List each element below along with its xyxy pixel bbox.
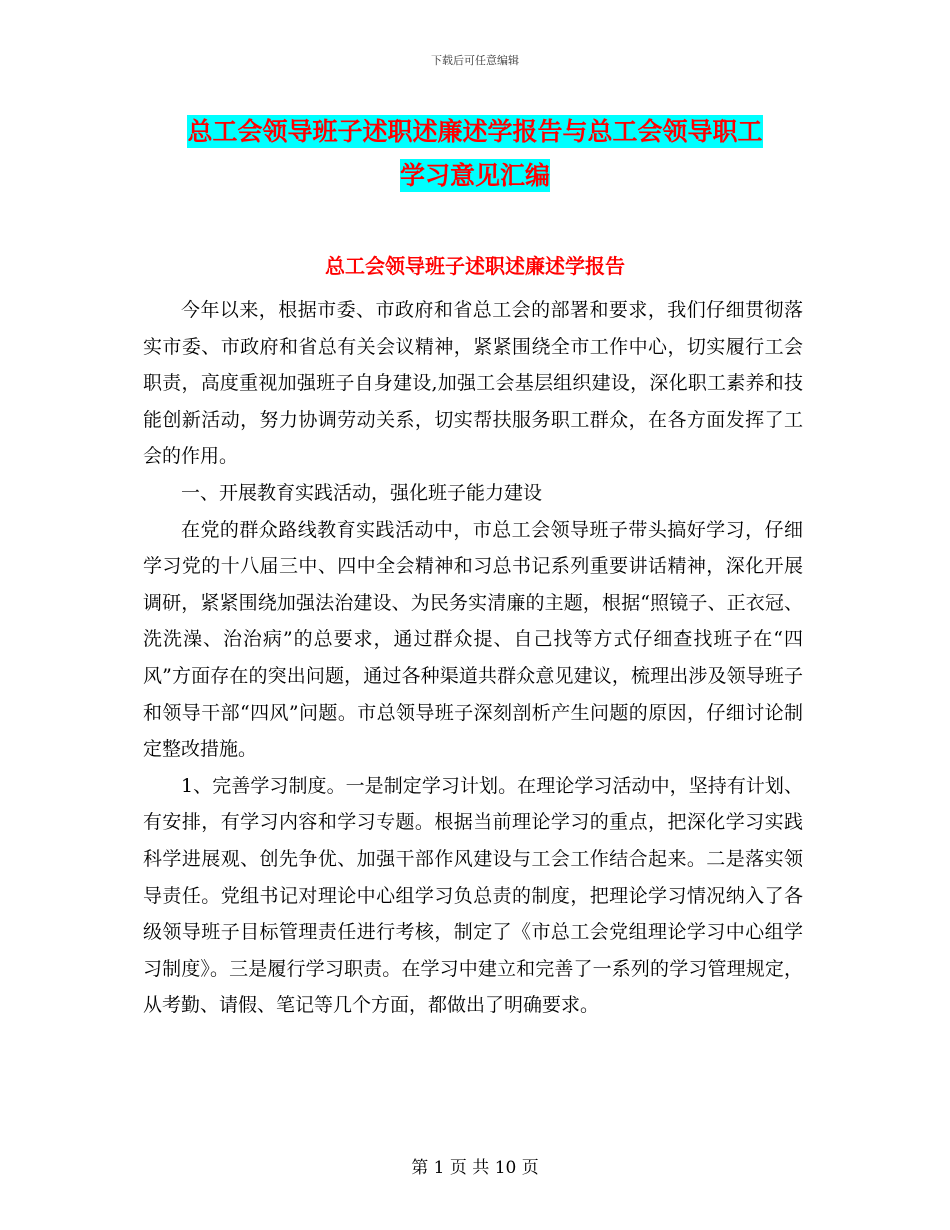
body-text <box>143 292 803 1024</box>
paragraph-practice: 在党的群众路线教育实践活动中，市总工会领导班子带头搞好学习，仔细学习党的十八届三中、四中全会精神和习总书记系列重要讲话精神，深化开展调研，紧紧围绕加强法治建设、为民务实清廉的主题，根据“照镜子、正衣冠、洗洗澡、治治病”的总要求，通过群众提、自己找等方式仔细查找班子在“四风”方面存在的突出问题，通过各种渠道共群众意见建议，梳理出涉及领导班子和领导干部“四风”问题。市总领导班子深刻剖析产生问题的原因，仔细讨论制定整改措施。 <box>143 518 803 761</box>
header-note: 下载后可任意编辑 <box>431 54 519 67</box>
paragraph-study-system: 1、完善学习制度。一是制定学习计划。在理论学习活动中，坚持有计划、有安排，有学习内容和学习专题。根据当前理论学习的重点，把深化学习实践科学进展观、创先争优、加强干部作风建设与工会工作结合起来。二是落实领导责任。党组书记对理论中心组学习负总责的制度，把理论学习情况纳入了各级领导班子目标管理责任进行考核，制定了《市总工会党组理论学习中心组学习制度》。三是履行学习职责。在学习中建立和完善了一系列的学习管理规定，从考勤、请假、笔记等几个方面，都做出了明确要求。 <box>143 774 803 1017</box>
section-title: 总工会领导班子述职述廉述学报告 <box>325 254 625 278</box>
page-footer: 第 1 页 共 10 页 <box>411 1158 539 1178</box>
main-title-line2 <box>0 152 950 200</box>
paragraph-heading-1: 一、开展教育实践活动，强化班子能力建设 <box>181 481 543 504</box>
main-title-line2-text: 学习意见汇编 <box>399 161 550 190</box>
main-title-line1-text: 总工会领导班子述职述廉述学报告与总工会领导职工 <box>187 117 763 146</box>
paragraph-intro: 今年以来，根据市委、市政府和省总工会的部署和要求，我们仔细贯彻落实市委、市政府和省总有关会议精神，紧紧围绕全市工作中心，切实履行工会职责，高度重视加强班子自身建设,加强工会基层组织建设，深化职工素养和技能创新活动，努力协调劳动关系，切实帮扶服务职工群众，在各方面发挥了工会的作用。 <box>143 299 803 468</box>
main-title-line1 <box>0 108 950 156</box>
